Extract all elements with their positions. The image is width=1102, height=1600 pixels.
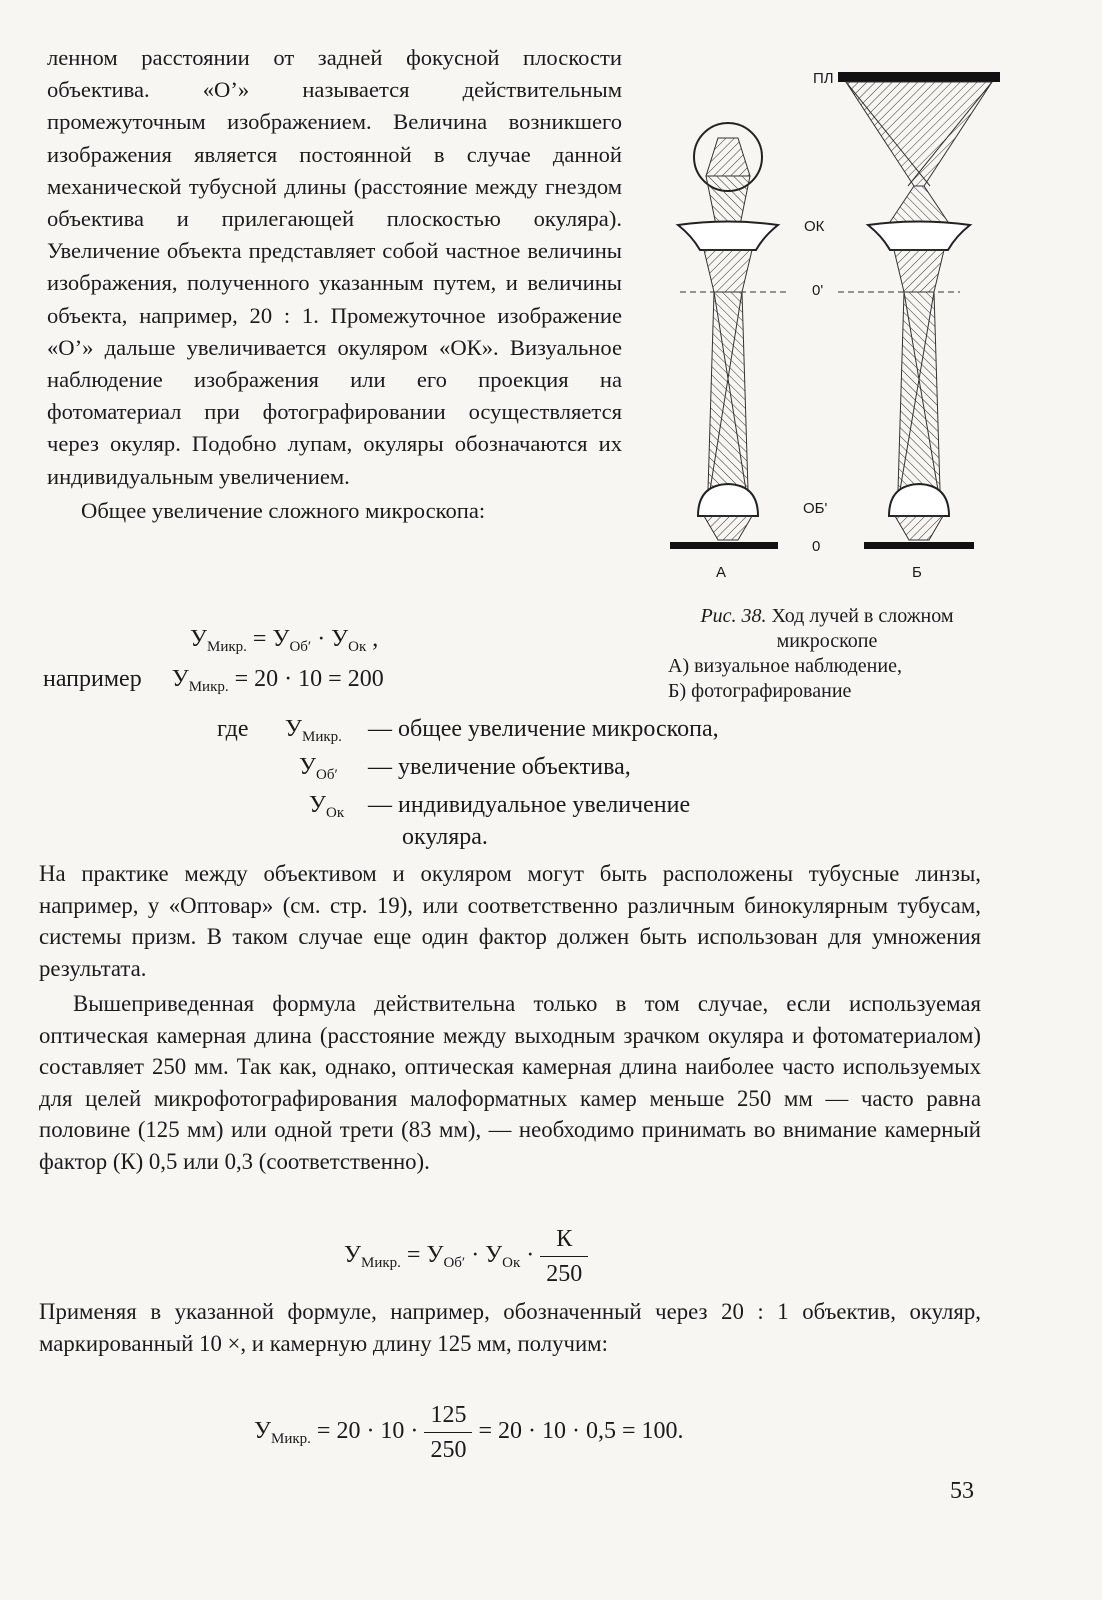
paragraph-text: На практике между объективом и окуляром могут быть расположены тубусные линзы, например, у «Оптовар» (см. стр. 19), или соответственно различным бинокулярным тубусам, системы призм. В таком случае еще один фактор должен быть использован для умножения результата. [39,861,981,981]
ray-path-diagram [668,60,1008,600]
fraction [540,1222,588,1291]
label-object: 0 [812,538,821,555]
fraction-denominator: 250 [430,1437,467,1463]
label-column-b: Б [912,564,922,581]
formula-symbol: У [190,626,207,652]
formula-subscript: Микр. [271,1431,311,1448]
formula-subscript: Об′ [289,639,312,655]
formula-subscript: Об′ [443,1255,466,1272]
formula-example-result [254,1398,684,1467]
legend-row [309,786,344,827]
formula-part: · [520,1242,541,1269]
legend-description: — общее увеличение микроскопа, [368,716,719,742]
symbol-legend [0,710,1102,860]
body-text-column [47,42,622,527]
formula-example [43,666,384,693]
legend-symbol: У [309,792,326,818]
page-number: 53 [950,1478,974,1504]
specimen-stage [864,542,974,549]
formula-symbol: У [171,666,189,692]
caption-item-a: А) визуальное наблюдение, [668,655,902,677]
fraction [424,1398,472,1467]
formula-part: = 20 · 10 = 200 [228,666,384,692]
formula-part: = У [400,1242,444,1269]
formula-part: , [366,626,379,652]
formula-subscript: Микр. [188,679,229,695]
label-column-a: А [716,564,727,581]
legend-description: — увеличение объектива, [368,754,631,780]
label-intermediate-image: 0' [812,282,824,299]
photo-plate [838,72,1000,82]
formula-total-magnification [190,626,378,653]
legend-symbol: У [285,716,302,742]
formula-camera-factor [344,1222,588,1291]
paragraph-intermediate-image: ленном расстоянии от задней фокусной плоскости объектива. «О’» называется действительным промежуточным изображением. Величина возникшего изображения является постоянной в случае данной механической тубусной длины (расстояние между гнездом объектива и прилегающей плоскостью окуляра). Увеличение объекта представляет собой частное величины изображения, полученного указанным путем, и величины объекта, например, 20 : 1. Промежуточное изображение «О’» дальше увеличивается окуляром «ОК». Визуальное наблюдение изображения или его проекция на фотоматериал при фотографировании осуществляется через окуляр. Подобно лупам, окуляры обозначаются их индивидуальным увеличением. [47,45,622,489]
legend-subscript: Микр. [302,729,342,745]
eyepiece-lens [678,222,778,251]
caption-number: Рис. 38. [700,605,767,627]
total-magnification-intro: Общее увеличение сложного микроскопа: [81,497,486,523]
fraction-numerator: К [540,1222,588,1257]
legend-row [285,710,342,751]
formula-part: · У [311,626,349,652]
objective-lens [698,484,758,516]
formula-prefix: например [43,666,142,692]
formula-subscript: Ок [502,1255,521,1272]
label-photo-plate: ПЛ [813,70,834,87]
legend-subscript: Об′ [316,767,338,783]
legend-row [299,748,338,789]
fraction-numerator: 125 [424,1398,472,1433]
eyepiece-lens [868,222,970,251]
label-objective: ОБ' [803,500,828,517]
caption-item-b: Б) фотографирование [668,680,852,702]
ray-path-visual [670,123,778,549]
legend-description: — индивидуальное увеличение [368,792,691,818]
legend-subscript: Ок [326,805,345,821]
formula-part: = 20 · 10 · [310,1418,425,1445]
legend-symbol: У [299,754,316,780]
fraction-denominator: 250 [546,1261,583,1287]
formula-subscript: Ок [348,639,367,655]
label-eyepiece: ОК [804,218,825,235]
paragraph-text: Применяя в указанной формуле, например, обозначенный через 20 : 1 объектив, окуляр, маркированный 10 ×, и камерную длину 125 мм, получим: [39,1299,981,1356]
formula-subscript: Микр. [361,1255,401,1272]
formula-symbol: У [254,1418,271,1445]
paragraph-camera-length [39,988,981,1178]
figure-caption [652,604,1002,704]
legend-where: где [217,716,249,742]
formula-symbol: У [344,1242,361,1269]
specimen-stage [670,542,778,549]
formula-part: = У [246,626,290,652]
legend-continuation: окуляра. [402,824,488,850]
paragraph-text: Вышеприведенная формула действительна только в том случае, если используемая оптическая камерная длина (расстояние между выходным зрачком окуляра и фотоматериалом) составляет 250 мм. Так как, однако, оптическая камерная длина наиболее часто используемых для целей микрофотографирования малоформатных камер меньше 250 мм — часто равна половине (125 мм) или одной трети (83 мм), — необходимо принимать во внимание камерный фактор (К) 0,5 или 0,3 (соответственно). [39,991,981,1174]
formula-part: · У [465,1242,503,1269]
formula-part: = 20 · 10 · 0,5 = 100. [472,1418,684,1445]
caption-title: Ход лучей в сложном микроскопе [771,605,954,652]
paragraph-application [39,1296,981,1359]
formula-subscript: Микр. [207,639,247,655]
ray-path-photo [838,72,1000,549]
paragraph-practice [39,858,981,984]
